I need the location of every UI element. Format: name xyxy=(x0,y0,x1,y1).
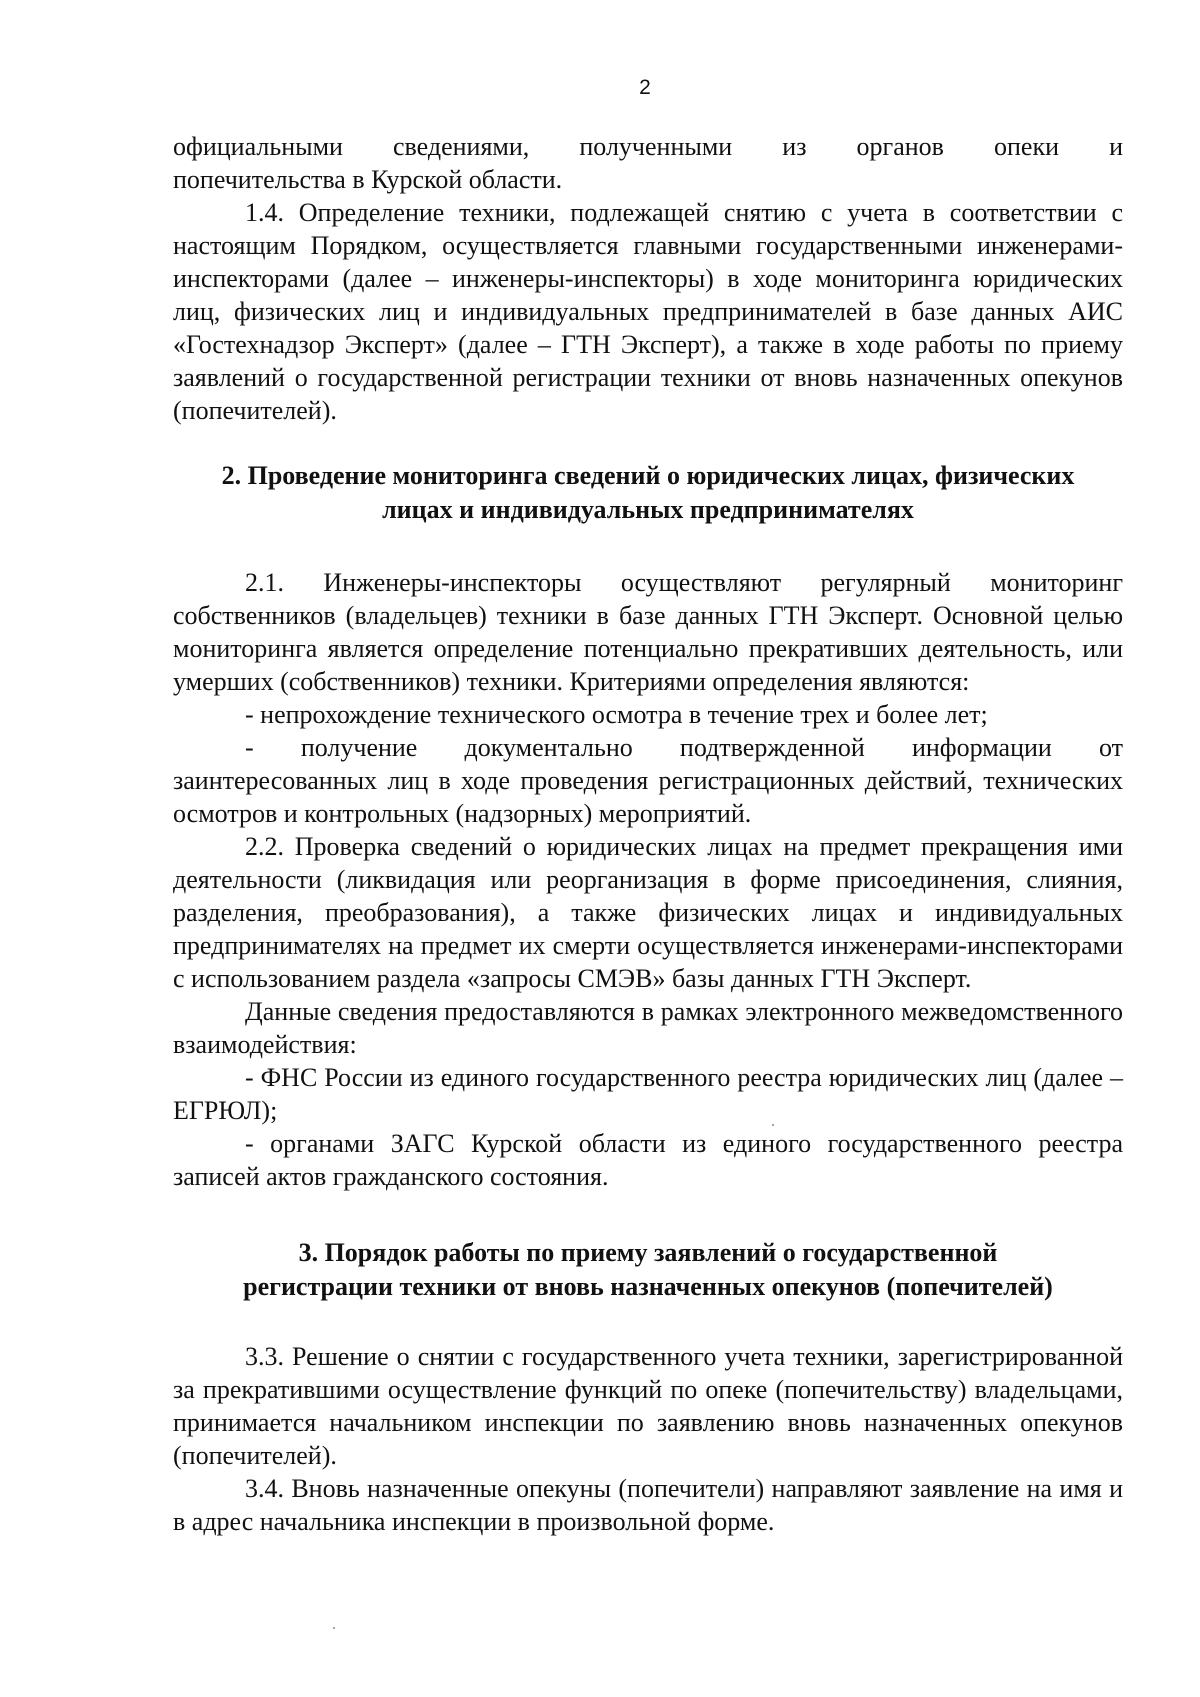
paragraph-2-2: 2.2. Проверка сведений о юридических лицах на предмет прекращения ими деятельности (ликвидация или реорганизация в форме присоединения, слияния, разделения, преобразования), а также физических лицах и индивидуальных предпринимателях на предмет их смерти осуществляется инженерами-инспекторами с использованием раздела «запросы СМЭВ» базы данных ГТН Эксперт. xyxy=(173,832,1123,993)
page-number: 2 xyxy=(639,76,651,99)
continuation-line-1: официальными сведениями, полученными из органов опеки и xyxy=(173,132,1123,161)
paragraph-data-sources: Данные сведения предоставляются в рамках электронного межведомственного взаимодействия: xyxy=(173,997,1123,1059)
section-3-heading-line-1: 3. Порядок работы по приему заявлений о государственной xyxy=(298,1238,998,1267)
section-2-heading-line-1: 2. Проведение мониторинга сведений о юридических лицах, физических xyxy=(221,461,1075,490)
continuation-line-2: попечительства в Курской области. xyxy=(173,165,563,194)
section-3-heading-line-2: регистрации техники от вновь назначенных опекунов (попечителей) xyxy=(243,1272,1053,1301)
paragraph-3-3: 3.3. Решение о снятии с государственного учета техники, зарегистрированной за прекратившими осуществление функций по опеке (попечительству) владельцами, принимается начальником инспекции по заявлению вновь назначенных опекунов (попечителей). xyxy=(173,1342,1123,1470)
source-item-2: - органами ЗАГС Курской области из единого государственного реестра записей актов гражданского состояния. xyxy=(173,1129,1123,1191)
paragraph-2-1: 2.1. Инженеры-инспекторы осуществляют регулярный мониторинг собственников (владельцев) техники в базе данных ГТН Эксперт. Основной целью мониторинга является определение потенциально прекративших деятельность, или умерших (собственников) техники. Критериями определения являются: xyxy=(173,568,1123,696)
scan-speck xyxy=(772,1124,774,1126)
paragraph-1-4: 1.4. Определение техники, подлежащей снятию с учета в соответствии с настоящим Порядком, осуществляется главными государственными инженерами-инспекторами (далее – инженеры-инспекторы) в ходе мониторинга юридических лиц, физических лиц и индивидуальных предпринимателей в базе данных АИС «Гостехнадзор Эксперт» (далее – ГТН Эксперт), а также в ходе работы по приему заявлений о государственной регистрации техники от вновь назначенных опекунов (попечителей). xyxy=(173,198,1123,425)
document-body xyxy=(173,130,1123,1538)
criteria-item-2: - получение документально подтвержденной информации от заинтересованных лиц в ходе проведения регистрационных действий, технических осмотров и контрольных (надзорных) мероприятий. xyxy=(173,733,1123,828)
continuation-paragraph xyxy=(173,130,1123,196)
section-3-heading xyxy=(173,1236,1123,1304)
paragraph-3-4: 3.4. Вновь назначенные опекуны (попечители) направляют заявление на имя и в адрес начальника инспекции в произвольной форме. xyxy=(173,1474,1123,1536)
source-item-1: - ФНС России из единого государственного реестра юридических лиц (далее – ЕГРЮЛ); xyxy=(173,1063,1123,1125)
section-2-heading xyxy=(173,459,1123,527)
section-2-heading-line-2: лицах и индивидуальных предпринимателях xyxy=(382,495,914,524)
criteria-item-1: - непрохождение технического осмотра в течение трех и более лет; xyxy=(245,700,988,729)
scan-speck xyxy=(333,1627,335,1629)
